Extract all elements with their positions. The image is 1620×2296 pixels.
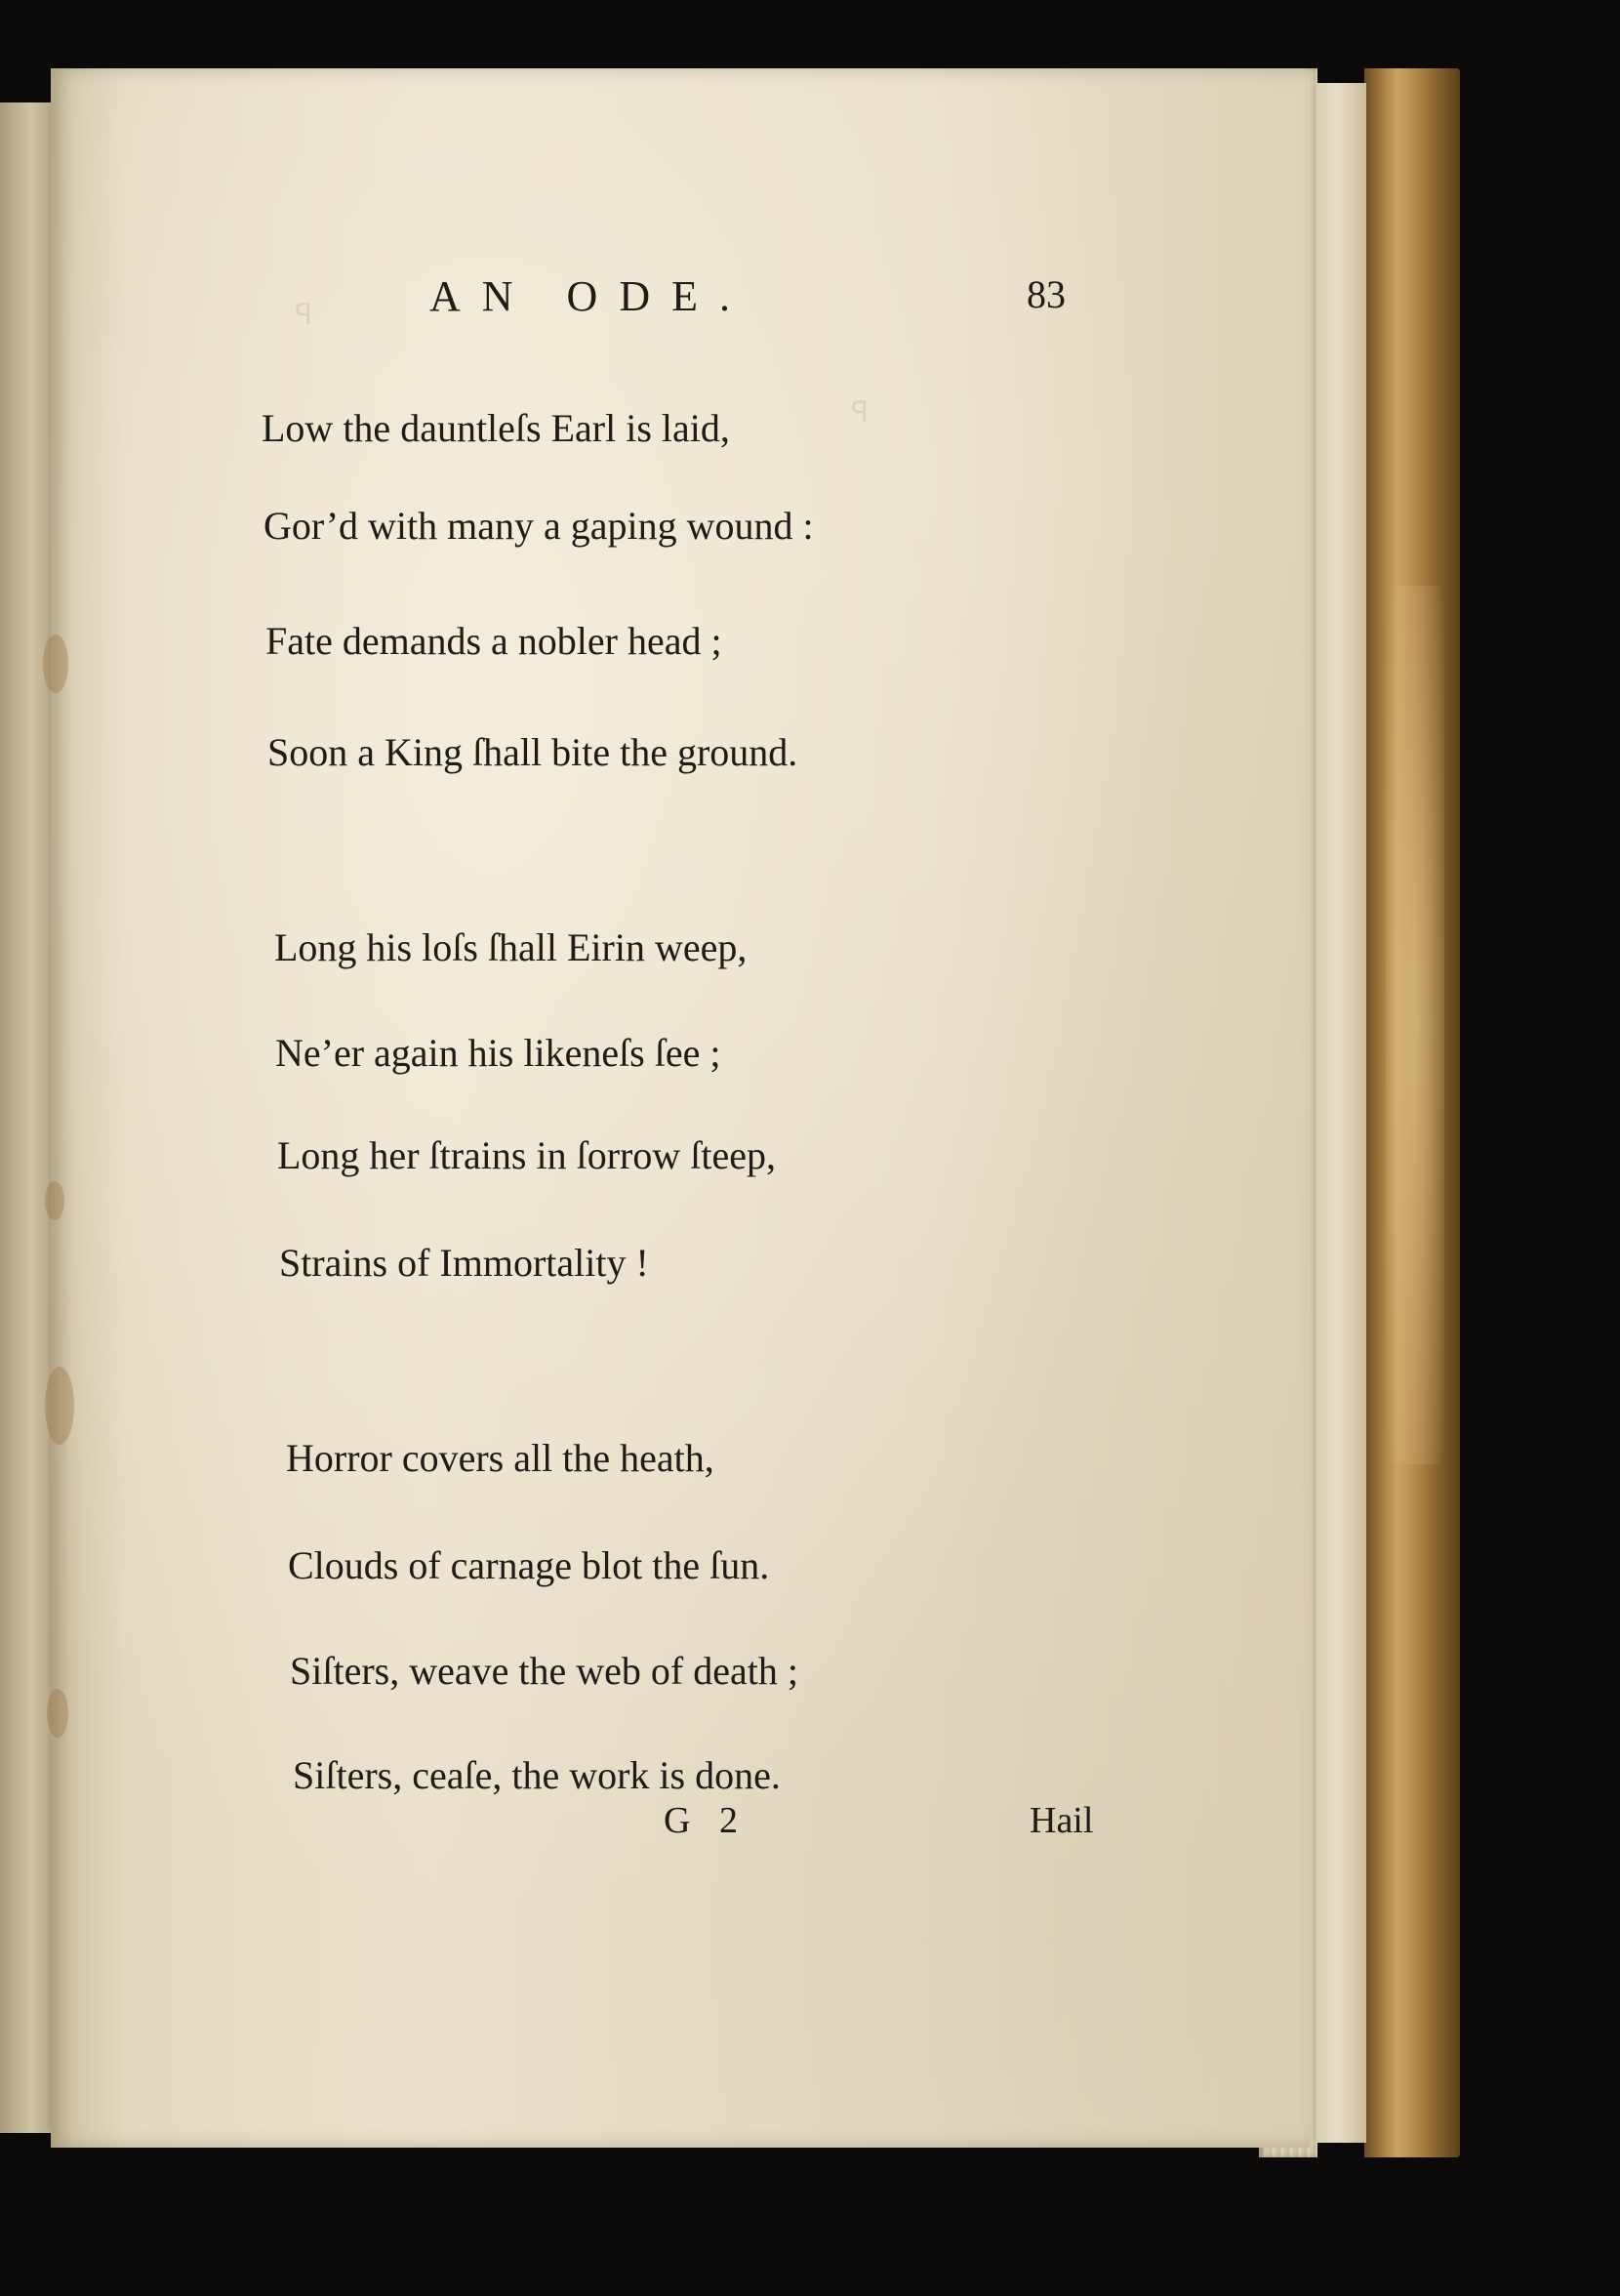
page-number: 83	[1027, 272, 1066, 316]
poem-line: Long his loſs ſhall Eirin weep,	[274, 925, 748, 969]
page-block-edge-outer	[1317, 83, 1366, 2143]
show-through-2: ꟼ	[851, 396, 870, 429]
show-through-1: ꟼ	[295, 299, 313, 331]
foxing-stain	[47, 1689, 68, 1738]
signature-mark: G 2	[664, 1800, 748, 1841]
poem-line: Gor’d with many a gaping wound :	[263, 504, 814, 548]
poem-line: Strains of Immortality !	[279, 1241, 649, 1285]
foxing-stain	[43, 635, 68, 693]
foxing-stain	[45, 1181, 64, 1220]
poem-line: Siſters, ceaſe, the work is done.	[293, 1753, 781, 1797]
poem-line: Low the dauntleſs Earl is laid,	[262, 406, 730, 450]
poem-line: Horror covers all the heath,	[286, 1436, 714, 1480]
poem-line: Siſters, weave the web of death ;	[290, 1649, 798, 1693]
foxing-stain	[45, 1367, 74, 1445]
poem-line: Fate demands a nobler head ;	[265, 619, 722, 663]
cover-wear	[1386, 586, 1444, 1464]
running-head: AN ODE.	[429, 272, 751, 320]
poem-line: Ne’er again his likeneſs ſee ;	[275, 1031, 721, 1075]
poem-line: Soon a King ſhall bite the ground.	[267, 730, 798, 774]
poem-line: Clouds of carnage blot the ſun.	[288, 1543, 770, 1587]
catchword: Hail	[1030, 1800, 1094, 1841]
poem-line: Long her ſtrains in ſorrow ſteep,	[277, 1133, 776, 1177]
